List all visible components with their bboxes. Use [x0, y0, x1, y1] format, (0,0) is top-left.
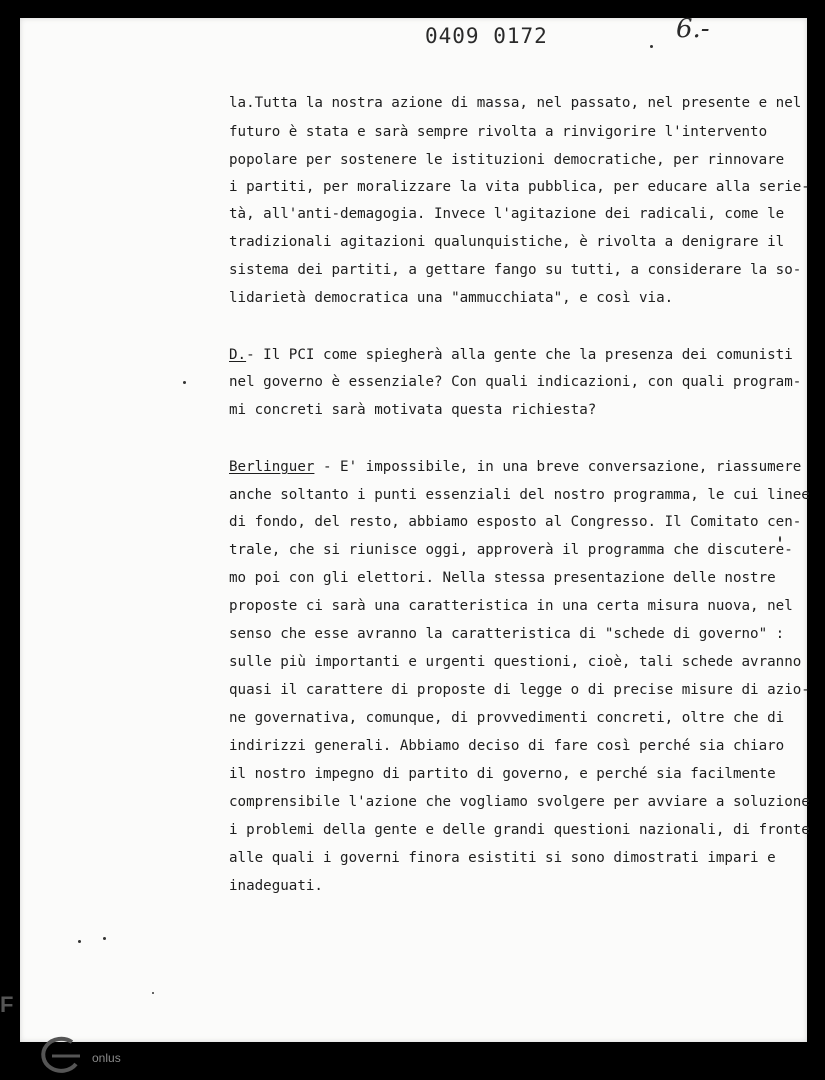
- text-line: senso che esse avranno la caratteristica di "schede di governo" :: [229, 626, 785, 642]
- scan-border-bottom: [0, 1042, 825, 1080]
- text-line: sulle più importanti e urgenti questioni, cioè, tali schede avranno: [229, 654, 802, 670]
- text-line: quasi il carattere di proposte di legge o di precise misure di azio-: [229, 682, 810, 698]
- scan-speck: [183, 381, 186, 384]
- text-line: futuro è stata e sarà sempre rivolta a rinvigorire l'intervento: [229, 124, 768, 140]
- text-line: proposte ci sarà una caratteristica in una certa misura nuova, nel: [229, 598, 793, 614]
- watermark-fragment: F: [0, 992, 14, 1017]
- scan-speck: [779, 536, 781, 542]
- scan-speck: [650, 45, 653, 48]
- answer-speaker: Berlinguer: [229, 459, 315, 475]
- text-line: tà, all'anti-demagogia. Invece l'agitazione dei radicali, come le: [229, 206, 785, 222]
- text-line: ne governativa, comunque, di provvedimenti concreti, oltre che di: [229, 710, 785, 726]
- archive-logo-icon: [32, 1034, 86, 1074]
- watermark-label: onlus: [92, 1051, 121, 1065]
- text-line: di fondo, del resto, abbiamo esposto al Congresso. Il Comitato cen-: [229, 514, 802, 530]
- text-line: indirizzi generali. Abbiamo deciso di fare così perché sia chiaro: [229, 738, 785, 754]
- text-line: tradizionali agitazioni qualunquistiche, è rivolta a denigrare il: [229, 234, 785, 250]
- text-line: alle quali i governi finora esistiti si sono dimostrati impari e: [229, 850, 776, 866]
- text-line: i partiti, per moralizzare la vita pubblica, per educare alla serie-: [229, 179, 810, 195]
- text-line: trale, che si riunisce oggi, approverà il programma che discutere-: [229, 542, 793, 558]
- text-line: anche soltanto i punti essenziali del nostro programma, le cui linee: [229, 487, 810, 503]
- text-line: mo poi con gli elettori. Nella stessa presentazione delle nostre: [229, 570, 776, 586]
- archive-number: 0409 0172: [425, 24, 548, 48]
- text-line: sistema dei partiti, a gettare fango su tutti, a considerare la so-: [229, 262, 802, 278]
- text-line: mi concreti sarà motivata questa richiesta?: [229, 402, 597, 418]
- question-text: - Il PCI come spiegherà alla gente che la presenza dei comunisti: [246, 347, 793, 363]
- scan-speck: [152, 992, 154, 994]
- page-mark: 6.-: [676, 14, 710, 44]
- text-line: inadeguati.: [229, 878, 323, 894]
- answer-text: - E' impossibile, in una breve conversazione, riassumere: [314, 459, 802, 475]
- text-line: la.Tutta la nostra azione di massa, nel passato, nel presente e nel: [229, 95, 802, 111]
- answer-first-line: [229, 458, 801, 476]
- text-line: i problemi della gente e delle grandi questioni nazionali, di fronte: [229, 822, 810, 838]
- scan-speck: [78, 940, 81, 943]
- question-first-line: [229, 346, 793, 364]
- text-line: nel governo è essenziale? Con quali indicazioni, con quali program-: [229, 374, 802, 390]
- text-line: lidarietà democratica una "ammucchiata", e così via.: [229, 290, 674, 306]
- text-line: comprensibile l'azione che vogliamo svolgere per avviare a soluzione: [229, 794, 810, 810]
- text-line: il nostro impegno di partito di governo, e perché sia facilmente: [229, 766, 776, 782]
- question-speaker: D.: [229, 347, 247, 363]
- text-line: popolare per sostenere le istituzioni democratiche, per rinnovare: [229, 152, 785, 168]
- scan-speck: [103, 937, 106, 940]
